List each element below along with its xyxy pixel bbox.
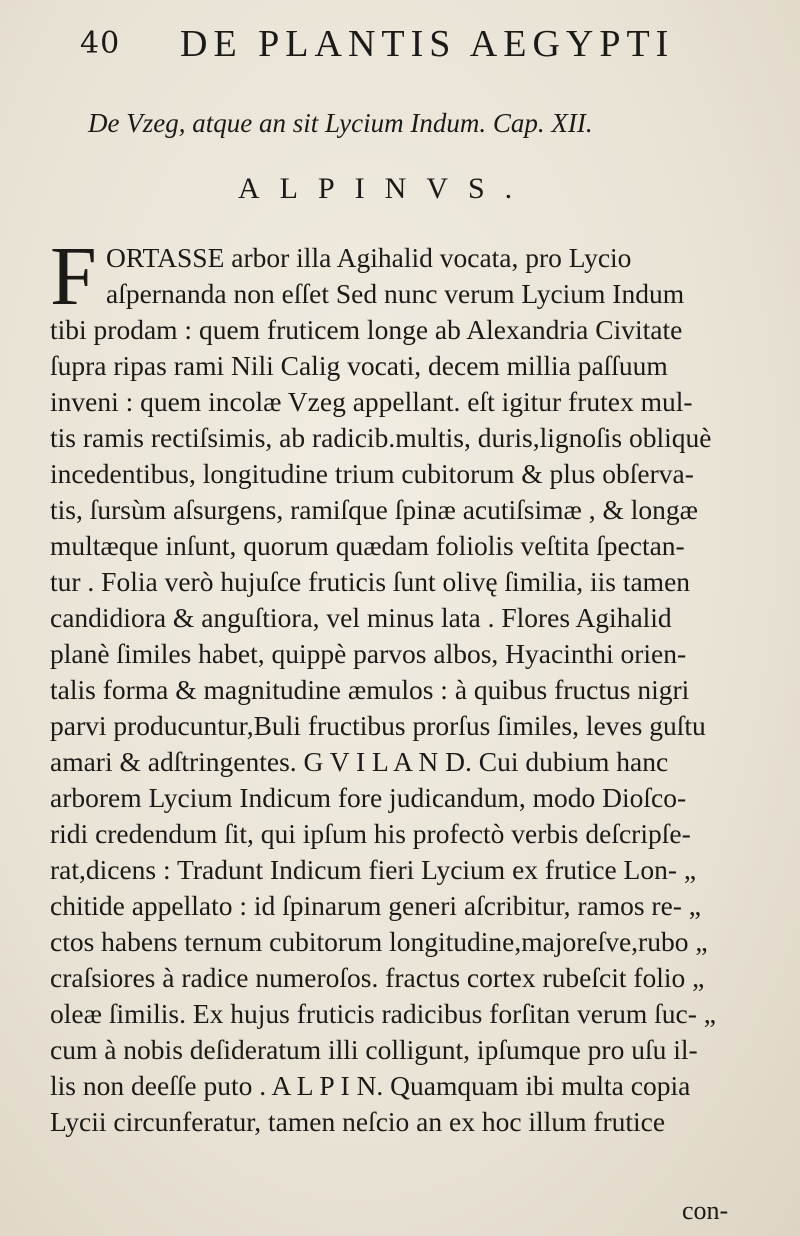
text-line: planè ſimiles habet, quippè parvos albos, Hyacinthi orien- xyxy=(50,638,687,669)
text-line: rat,dicens : Tradunt Indicum fieri Lycium ex frutice Lon- „ xyxy=(50,854,697,885)
text-line: craſsiores à radice numeroſos. fractus cortex rubeſcit folio „ xyxy=(50,962,705,993)
text-line: oleæ ſimilis. Ex hujus fruticis radicibus forſitan verum ſuc- „ xyxy=(50,998,716,1029)
text-line: inveni : quem incolæ Vzeg appellant. eſt igitur frutex mul- xyxy=(50,386,693,417)
text-line: tis ramis rectiſsimis, ab radicib.multis, duris,lignoſis obliquè xyxy=(50,422,712,453)
text-line: amari & adſtringentes. G V I L A N D. Cui dubium hanc xyxy=(50,746,669,777)
text-line: parvi producuntur,Buli fructibus prorſus ſimiles, leves guſtu xyxy=(50,710,706,741)
text-line: tur . Folia verò hujuſce fruticis ſunt olivę ſimilia, iis tamen xyxy=(50,566,691,597)
catchword: con- xyxy=(682,1196,729,1225)
text-line: ctos habens ternum cubitorum longitudine,majoreſve,rubo „ xyxy=(50,926,708,957)
page-number: 40 xyxy=(80,26,121,61)
running-header xyxy=(80,22,720,66)
text-line: multæque inſunt, quorum quædam foliolis veſtita ſpectan- xyxy=(50,530,685,561)
text-line: chitide appellato : id ſpinarum generi aſcribitur, ramos re- „ xyxy=(50,890,702,921)
text-line: ſupra ripas rami Nili Calig vocati, decem millia paſſuum xyxy=(50,350,668,381)
text-line: incedentibus, longitudine trium cubitorum & plus obſerva- xyxy=(50,458,694,489)
text-line: Lycii circunferatur, tamen neſcio an ex hoc illum frutice xyxy=(50,1106,666,1137)
text-line: tis, ſursùm aſsurgens, ramiſque ſpinæ acutiſsimæ , & longæ xyxy=(50,494,699,525)
text-line: talis forma & magnitudine æmulos : à quibus fructus nigri xyxy=(50,674,690,705)
text-line: arborem Lycium Indicum fore judicandum, modo Dioſco- xyxy=(50,782,687,813)
author-name: ALPINVS. xyxy=(238,172,533,205)
chapter-heading: De Vzeg, atque an sit Lycium Indum. Cap. XII. xyxy=(88,108,593,138)
drop-cap: F xyxy=(50,230,97,323)
body-text xyxy=(50,230,770,1140)
text-line: candidiora & anguſtiora, vel minus lata . Flores Agihalid xyxy=(50,602,672,633)
text-line: ridi credendum ſit, qui ipſum his profectò verbis deſcripſe- xyxy=(50,818,691,849)
text-line: aſpernanda non eſſet Sed nunc verum Lycium Indum xyxy=(106,278,685,309)
running-title: DE PLANTIS AEGYPTI xyxy=(180,23,675,65)
text-line: cum à nobis deſideratum illi colligunt, ipſumque pro uſu il- xyxy=(50,1034,698,1065)
text-line: lis non deeſſe puto . A L P I N. Quamquam ibi multa copia xyxy=(50,1070,691,1101)
text-line: tibi prodam : quem fruticem longe ab Alexandria Civitate xyxy=(50,314,683,345)
text-line: ORTASSE arbor illa Agihalid vocata, pro Lycio xyxy=(106,242,632,273)
